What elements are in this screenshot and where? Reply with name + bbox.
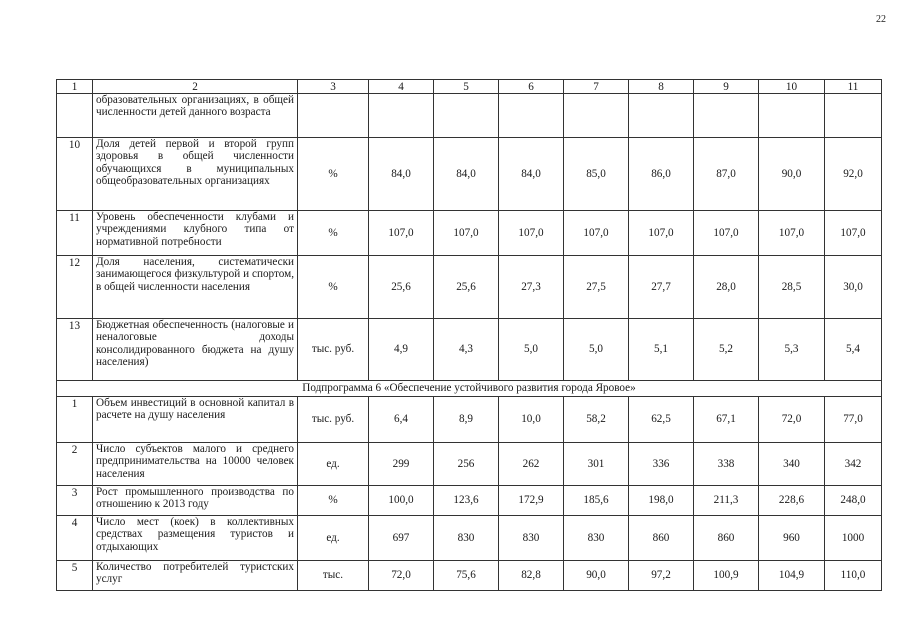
- value-cell: 100,0: [369, 486, 434, 516]
- value-cell: 860: [694, 516, 759, 561]
- row-number: 5: [57, 561, 93, 591]
- value-cell: [564, 94, 629, 138]
- value-cell: 5,1: [629, 319, 694, 381]
- value-cell: [759, 94, 825, 138]
- indicator-name: Доля детей первой и второй групп здоровья в общей численности обучающихся в муниципальных общеобразовательных организациях: [93, 138, 298, 211]
- value-cell: 27,5: [564, 256, 629, 319]
- unit-cell: %: [298, 486, 369, 516]
- value-cell: 72,0: [369, 561, 434, 591]
- value-cell: 90,0: [564, 561, 629, 591]
- value-cell: [499, 94, 564, 138]
- unit-cell: тыс.: [298, 561, 369, 591]
- value-cell: 25,6: [369, 256, 434, 319]
- value-cell: [629, 94, 694, 138]
- column-header: 3: [298, 80, 369, 94]
- row-number: 1: [57, 397, 93, 443]
- indicator-name: образовательных организациях, в общей численности детей данного возраста: [93, 94, 298, 138]
- page-number: 22: [876, 14, 886, 25]
- value-cell: 84,0: [369, 138, 434, 211]
- indicator-name: Уровень обеспеченности клубами и учреждениями клубного типа от нормативной потребности: [93, 211, 298, 256]
- value-cell: 104,9: [759, 561, 825, 591]
- value-cell: 830: [499, 516, 564, 561]
- value-cell: 342: [825, 443, 882, 486]
- value-cell: 28,0: [694, 256, 759, 319]
- value-cell: 107,0: [499, 211, 564, 256]
- value-cell: 107,0: [369, 211, 434, 256]
- value-cell: 830: [434, 516, 499, 561]
- table-row: [57, 486, 882, 516]
- column-header: 1: [57, 80, 93, 94]
- column-header: 6: [499, 80, 564, 94]
- value-cell: 830: [564, 516, 629, 561]
- value-cell: 248,0: [825, 486, 882, 516]
- value-cell: 211,3: [694, 486, 759, 516]
- value-cell: 336: [629, 443, 694, 486]
- value-cell: [694, 94, 759, 138]
- value-cell: 85,0: [564, 138, 629, 211]
- value-cell: 107,0: [694, 211, 759, 256]
- value-cell: 84,0: [434, 138, 499, 211]
- value-cell: 72,0: [759, 397, 825, 443]
- row-number: 3: [57, 486, 93, 516]
- value-cell: 960: [759, 516, 825, 561]
- table-row: [57, 443, 882, 486]
- value-cell: [369, 94, 434, 138]
- indicator-name: Количество потребителей туристских услуг: [93, 561, 298, 591]
- unit-cell: тыс. руб.: [298, 397, 369, 443]
- row-number: [57, 94, 93, 138]
- value-cell: 62,5: [629, 397, 694, 443]
- value-cell: 107,0: [629, 211, 694, 256]
- unit-cell: ед.: [298, 516, 369, 561]
- value-cell: 86,0: [629, 138, 694, 211]
- value-cell: 301: [564, 443, 629, 486]
- unit-cell: %: [298, 211, 369, 256]
- column-header: 9: [694, 80, 759, 94]
- row-number: 2: [57, 443, 93, 486]
- value-cell: 1000: [825, 516, 882, 561]
- value-cell: 123,6: [434, 486, 499, 516]
- indicator-name: Число мест (коек) в коллективных средствах размещения туристов и отдыхающих: [93, 516, 298, 561]
- column-header: 7: [564, 80, 629, 94]
- table-row: [57, 256, 882, 319]
- indicator-name: Объем инвестиций в основной капитал в расчете на душу населения: [93, 397, 298, 443]
- indicator-name: Рост промышленного производства по отношению к 2013 году: [93, 486, 298, 516]
- row-number: 13: [57, 319, 93, 381]
- value-cell: 87,0: [694, 138, 759, 211]
- value-cell: 28,5: [759, 256, 825, 319]
- value-cell: 262: [499, 443, 564, 486]
- value-cell: 5,2: [694, 319, 759, 381]
- row-number: 4: [57, 516, 93, 561]
- value-cell: 107,0: [759, 211, 825, 256]
- column-header: 10: [759, 80, 825, 94]
- value-cell: 100,9: [694, 561, 759, 591]
- table-row: [57, 319, 882, 381]
- value-cell: [825, 94, 882, 138]
- column-header: 2: [93, 80, 298, 94]
- value-cell: 299: [369, 443, 434, 486]
- table-row: [57, 516, 882, 561]
- row-number: 11: [57, 211, 93, 256]
- value-cell: 5,0: [499, 319, 564, 381]
- column-header: 11: [825, 80, 882, 94]
- value-cell: 172,9: [499, 486, 564, 516]
- unit-cell: %: [298, 256, 369, 319]
- indicator-name: Доля населения, систематически занимающегося физкультурой и спортом, в общей численности населения: [93, 256, 298, 319]
- value-cell: 97,2: [629, 561, 694, 591]
- value-cell: 110,0: [825, 561, 882, 591]
- value-cell: 5,4: [825, 319, 882, 381]
- value-cell: 90,0: [759, 138, 825, 211]
- value-cell: 58,2: [564, 397, 629, 443]
- indicator-name: Бюджетная обеспеченность (налоговые и неналоговые доходы консолидированного бюджета на душу населения): [93, 319, 298, 381]
- value-cell: 75,6: [434, 561, 499, 591]
- value-cell: 185,6: [564, 486, 629, 516]
- value-cell: 27,3: [499, 256, 564, 319]
- value-cell: 338: [694, 443, 759, 486]
- column-header: 4: [369, 80, 434, 94]
- unit-cell: тыс. руб.: [298, 319, 369, 381]
- unit-cell: [298, 94, 369, 138]
- value-cell: 256: [434, 443, 499, 486]
- indicators-table: [56, 79, 882, 591]
- unit-cell: ед.: [298, 443, 369, 486]
- value-cell: 25,6: [434, 256, 499, 319]
- value-cell: 84,0: [499, 138, 564, 211]
- value-cell: 10,0: [499, 397, 564, 443]
- value-cell: 4,3: [434, 319, 499, 381]
- value-cell: 5,3: [759, 319, 825, 381]
- value-cell: 30,0: [825, 256, 882, 319]
- table-row: [57, 138, 882, 211]
- value-cell: 77,0: [825, 397, 882, 443]
- value-cell: 8,9: [434, 397, 499, 443]
- row-number: 10: [57, 138, 93, 211]
- value-cell: 5,0: [564, 319, 629, 381]
- unit-cell: %: [298, 138, 369, 211]
- column-header: 5: [434, 80, 499, 94]
- value-cell: 4,9: [369, 319, 434, 381]
- value-cell: 697: [369, 516, 434, 561]
- table-header-row: [57, 80, 882, 94]
- value-cell: 107,0: [564, 211, 629, 256]
- table-row: [57, 397, 882, 443]
- value-cell: 860: [629, 516, 694, 561]
- value-cell: 340: [759, 443, 825, 486]
- value-cell: 92,0: [825, 138, 882, 211]
- table-row: [57, 211, 882, 256]
- section-row: [57, 381, 882, 397]
- row-number: 12: [57, 256, 93, 319]
- value-cell: 27,7: [629, 256, 694, 319]
- value-cell: 67,1: [694, 397, 759, 443]
- section-title: Подпрограмма 6 «Обеспечение устойчивого развития города Яровое»: [57, 381, 882, 397]
- value-cell: 6,4: [369, 397, 434, 443]
- indicator-name: Число субъектов малого и среднего предпринимательства на 10000 человек населения: [93, 443, 298, 486]
- table-row: [57, 94, 882, 138]
- value-cell: 107,0: [825, 211, 882, 256]
- value-cell: 107,0: [434, 211, 499, 256]
- column-header: 8: [629, 80, 694, 94]
- value-cell: 82,8: [499, 561, 564, 591]
- table-row: [57, 561, 882, 591]
- value-cell: 228,6: [759, 486, 825, 516]
- value-cell: [434, 94, 499, 138]
- value-cell: 198,0: [629, 486, 694, 516]
